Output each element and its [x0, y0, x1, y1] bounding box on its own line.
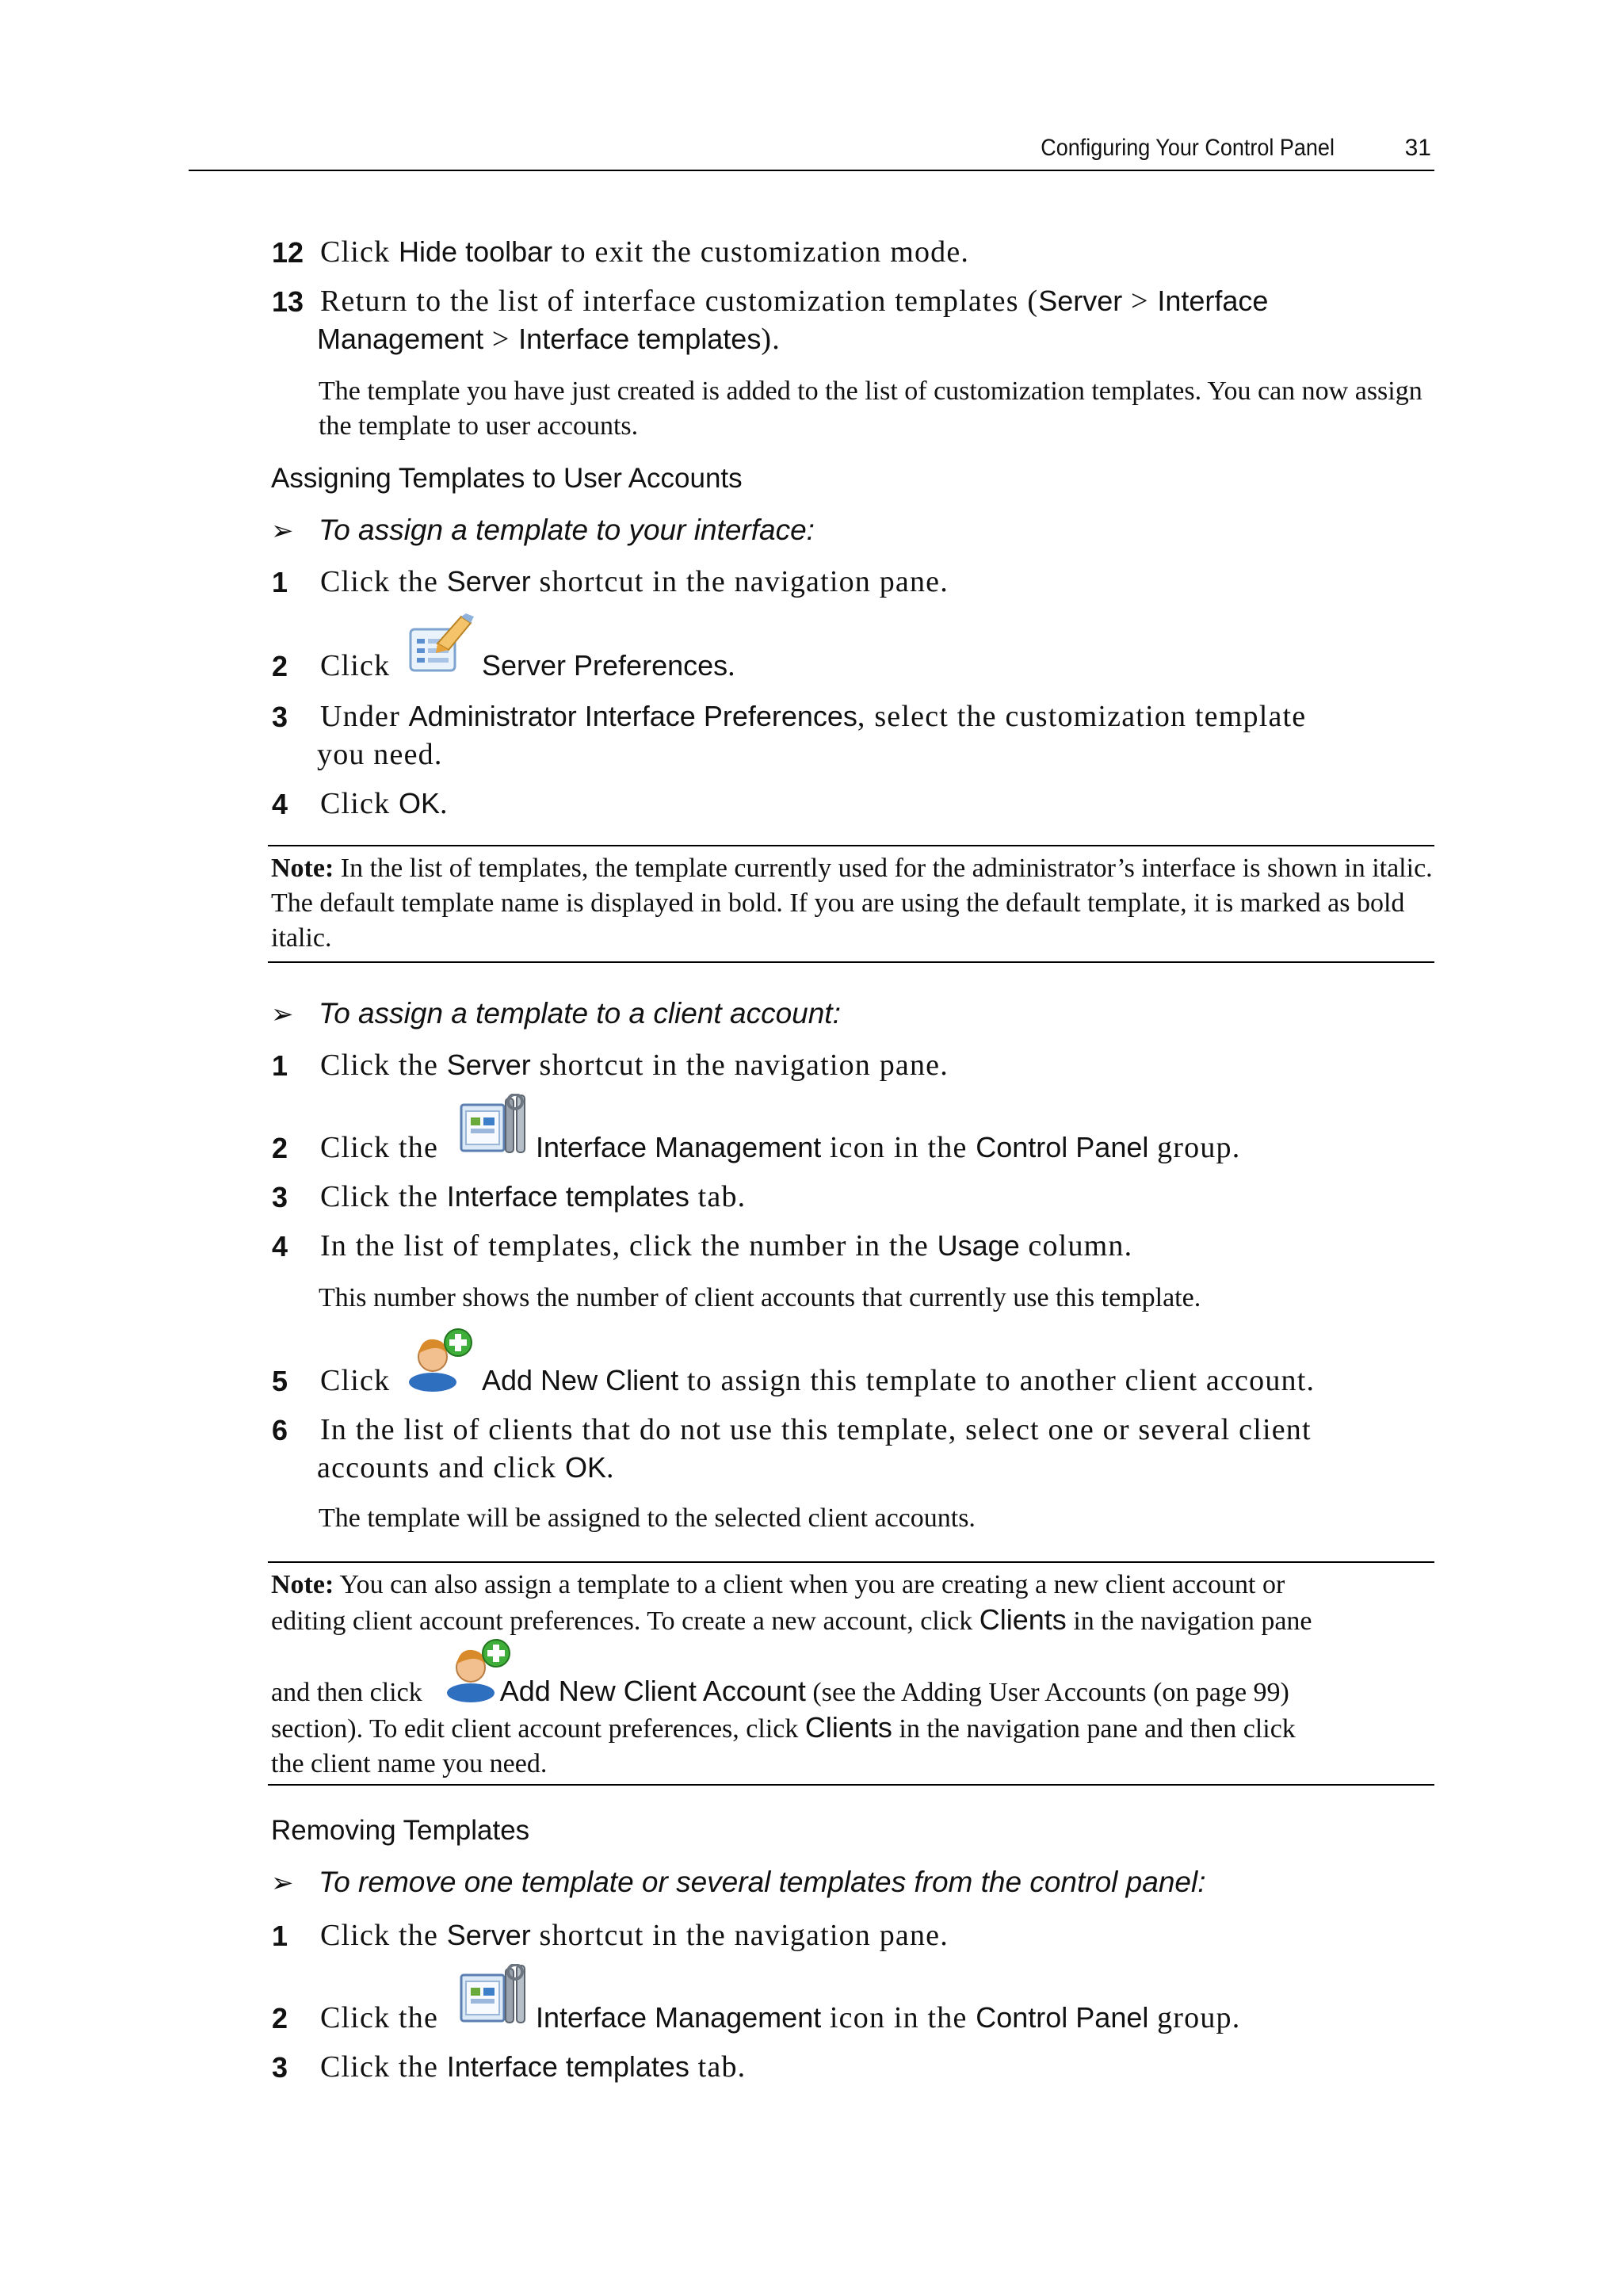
step-b2-prefix: Click the	[320, 1131, 439, 1164]
procedure-heading: ➢ To remove one template or several templates from the control panel:	[271, 1866, 1206, 1898]
step-a2: Server Preferences.	[482, 649, 736, 682]
step-number: 3	[272, 701, 288, 733]
add-new-client-icon	[406, 1327, 479, 1393]
step-number: 5	[272, 1365, 288, 1397]
step-c3: Click the Interface templates tab.	[320, 2050, 747, 2084]
step-number: 3	[272, 1181, 288, 1213]
procedure-heading: ➢ To assign a template to your interface:	[271, 514, 815, 546]
note-rule-bottom	[268, 961, 1434, 963]
page-header	[189, 133, 1434, 171]
step-number: 4	[272, 788, 288, 820]
step-number: 1	[272, 1920, 288, 1952]
step-c1: Click the Server shortcut in the navigation pane.	[320, 1919, 949, 1952]
step-number: 4	[272, 1230, 288, 1263]
note-rule-top	[268, 845, 1434, 846]
body-paragraph: The template will be assigned to the selected client accounts.	[319, 1503, 976, 1533]
note-box: Note: You can also assign a template to a client when you are creating a new client account or editing client account preferences. To create a new account, click Clients in the navigation pane	[271, 1570, 1312, 1636]
arrow-bullet-icon: ➢	[271, 1868, 294, 1898]
arrow-bullet-icon: ➢	[271, 999, 294, 1030]
step-13: Return to the list of interface customization templates (Server > Interface	[320, 285, 1269, 318]
step-a1: Click the Server shortcut in the navigation pane.	[320, 565, 949, 598]
step-c2-prefix: Click the	[320, 2001, 439, 2034]
step-b1: Click the Server shortcut in the navigation pane.	[320, 1049, 949, 1082]
procedure-heading: ➢ To assign a template to a client account:	[271, 997, 841, 1030]
step-number: 13	[272, 285, 304, 318]
interface-management-icon	[458, 1964, 531, 2027]
step-b3: Click the Interface templates tab.	[320, 1180, 747, 1213]
step-number: 1	[272, 1049, 288, 1082]
step-number: 12	[272, 236, 304, 269]
note-box: Note: In the list of templates, the template currently used for the administrator’s interface is shown in italic. The default template name is displayed in bold. If you are using the default template, it is marked as bold italic.	[271, 854, 1433, 953]
section-heading: Removing Templates	[271, 1815, 530, 1846]
body-paragraph: The template you have just created is added to the list of customization templates. You can now assign the template to user accounts.	[319, 376, 1423, 441]
section-heading: Assigning Templates to User Accounts	[271, 463, 743, 494]
step-number: 3	[272, 2051, 288, 2084]
server-preferences-icon	[406, 612, 477, 678]
step-b6: In the list of clients that do not use this template, select one or several client	[320, 1413, 1312, 1446]
note-rule-bottom	[268, 1784, 1434, 1786]
step-number: 2	[272, 2002, 288, 2034]
step-a3-continued: you need.	[317, 738, 443, 771]
step-b5-prefix: Click	[320, 1364, 391, 1397]
note-box-continued: and then click Add New Client Account (see the Adding User Accounts (on page 99) section). To edit client account preferences, click Clients in the navigation pane and then click the client name you need.	[271, 1675, 1296, 1778]
body-paragraph: This number shows the number of client accounts that currently use this template.	[319, 1283, 1201, 1312]
step-12: Click Hide toolbar to exit the customization mode.	[320, 235, 970, 269]
step-number: 1	[272, 566, 288, 598]
step-number: 2	[272, 650, 288, 682]
step-13-continued: Management > Interface templates).	[317, 323, 781, 356]
step-a3: Under Administrator Interface Preferences, select the customization template	[320, 700, 1307, 733]
note-rule-top	[268, 1561, 1434, 1563]
step-number: 2	[272, 1132, 288, 1164]
step-b6-continued: accounts and click OK.	[317, 1451, 615, 1484]
header-title: Configuring Your Control Panel	[1041, 135, 1335, 161]
page-number: 31	[1404, 135, 1431, 161]
step-b5: Add New Client to assign this template to another client account.	[482, 1364, 1316, 1397]
step-c2: Interface Management icon in the Control Panel group.	[536, 2001, 1241, 2034]
step-b4: In the list of templates, click the number in the Usage column.	[320, 1229, 1133, 1263]
interface-management-icon	[458, 1094, 531, 1157]
step-number: 6	[272, 1414, 288, 1446]
step-b2: Interface Management icon in the Control Panel group.	[536, 1131, 1241, 1164]
step-a4: Click OK.	[320, 787, 449, 820]
arrow-bullet-icon: ➢	[271, 516, 294, 546]
step-a2-prefix: Click	[320, 649, 391, 682]
